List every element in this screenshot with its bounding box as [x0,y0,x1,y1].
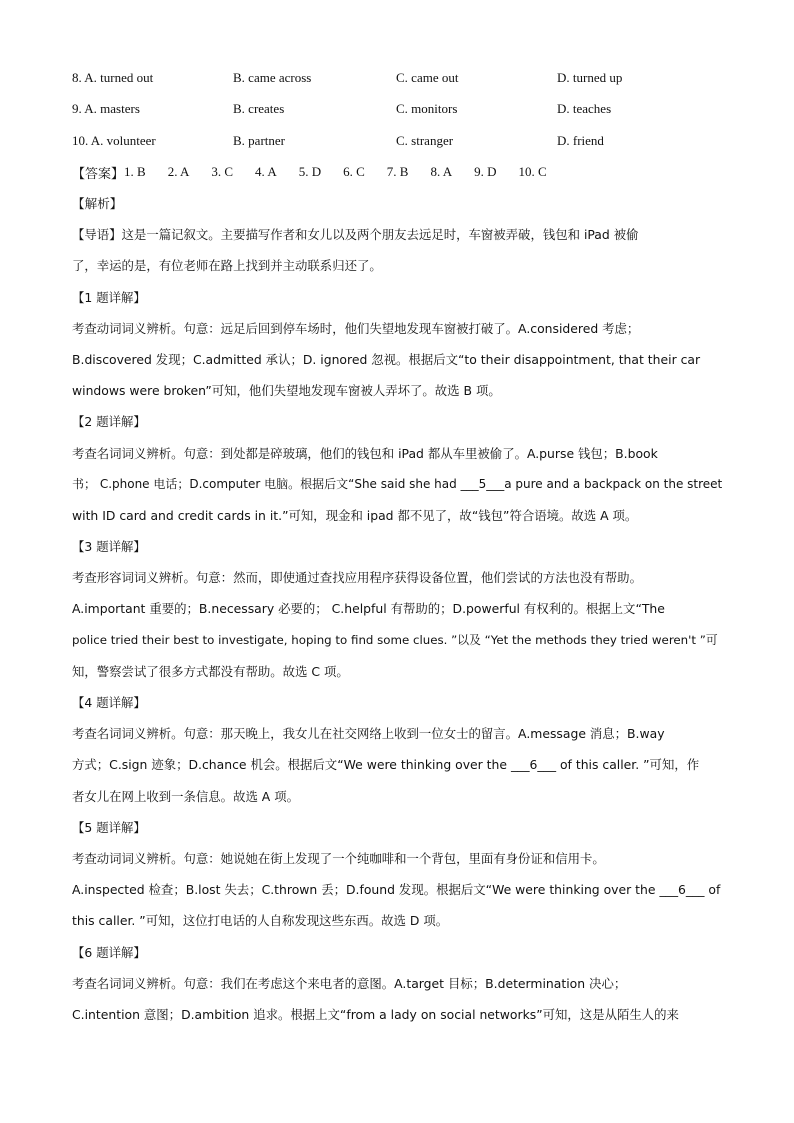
option-row-8 [72,62,722,94]
text-line: 考查名词词义辨析。句意：那天晚上，我女儿在社交网络上收到一位女士的留言。A.message 消息；B.way [72,726,665,742]
answer-item: 5. D [298,164,322,180]
option-c: C. monitors [396,101,458,117]
text-line: B.discovered 发现；C.admitted 承认；D. ignored 忽视。根据后文“to their disappointment, that their car [72,351,701,367]
answer-item: 9. D [474,164,497,180]
text-line: A.inspected 检查；B.lost 失去；C.thrown 丢；D.found 发现。根据后文“We were thinking over the ___6___ of [72,882,721,898]
text-line: windows were broken”可知，他们失望地发现车窗被人弄坏了。故选 B 项。 [72,383,501,399]
option-d: D. teaches [557,101,612,117]
section-heading: 【6 题详解】 [72,944,146,960]
text-line: 知，警察尝试了很多方式都没有帮助。故选 C 项。 [72,663,349,679]
text-line: 考查名词词义辨析。句意：我们在考虑这个来电者的意图。A.target 目标；B.determination 决心； [72,975,627,991]
text-line: 考查动词词义辨析。句意：远足后回到停车场时，他们失望地发现车窗被打破了。A.considered 考虑； [72,320,640,336]
answer-label: 【答案】 [72,166,125,182]
option-b: B. creates [233,101,285,117]
answer-item: 1. B [124,164,146,180]
option-d: D. friend [557,132,604,148]
text-line: 【导语】这是一篇记叙文。主要描写作者和女儿以及两个朋友去远足时，车窗被弄破，钱包和 iPad 被偷 [72,227,639,243]
document-page [72,62,722,1030]
option-a: 9. A. masters [72,101,140,117]
option-row-10 [72,125,722,157]
option-b: B. came across [233,69,312,85]
text-line: A.important 重要的；B.necessary 必要的； C.helpful 有帮助的；D.powerful 有权利的。根据上文“The [72,601,665,617]
answer-item: 3. C [211,164,234,180]
answer-item: 10. C [518,164,547,180]
text-line: 了，幸运的是，有位老师在路上找到并主动联系归还了。 [72,258,382,274]
option-c: C. came out [396,69,459,85]
option-a: 8. A. turned out [72,69,154,85]
option-c: C. stranger [396,132,454,148]
answer-item: 6. C [343,164,365,180]
section-heading: 【2 题详解】 [72,414,146,430]
answer-item: 2. A [167,164,190,180]
analysis-heading: 【解析】 [72,196,123,211]
text-line: 方式；C.sign 迹象；D.chance 机会。根据后文“We were thinking over the ___6___ of this caller. ”可知，作 [72,757,700,773]
section-heading: 【1 题详解】 [72,289,146,305]
analysis-body [72,219,722,1030]
text-line: 者女儿在网上收到一条信息。故选 A 项。 [72,788,299,804]
option-row-9 [72,94,722,126]
text-line: 书； C.phone 电话；D.computer 电脑。根据后文“She said she had ___5___a pure and a backpack on the street [72,476,722,491]
answer-item: 4. A [255,164,277,180]
answer-item: 8. A [430,164,453,180]
text-line: this caller. ”可知，这位打电话的人自称发现这些东西。故选 D 项。 [72,913,449,929]
text-line: police tried their best to investigate, hoping to find some clues. ”以及 “Yet the methods they tried weren't ”可 [72,632,718,647]
option-d: D. turned up [557,69,623,85]
section-heading: 【4 题详解】 [72,695,146,710]
option-b: B. partner [233,132,285,148]
section-heading: 【5 题详解】 [72,819,146,835]
text-line: 考查形容词词义辨析。句意：然而，即使通过查找应用程序获得设备位置，他们尝试的方法也没有帮助。 [72,570,642,586]
answer-item: 7. B [386,164,409,180]
section-heading: 【3 题详解】 [72,539,146,555]
text-line: with ID card and credit cards in it.”可知，现金和 ipad 都不见了，故“钱包”符合语境。故选 A 项。 [72,507,638,523]
text-line: C.intention 意图；D.ambition 追求。根据上文“from a lady on social networks”可知，这是从陌生人的来 [72,1006,679,1022]
answer-row [72,157,722,189]
text-line: 考查动词词义辨析。句意：她说她在街上发现了一个纯咖啡和一个背包，里面有身份证和信用卡。 [72,850,605,866]
option-a: 10. A. volunteer [72,132,156,148]
text-line: 考查名词词义辨析。句意：到处都是碎玻璃，他们的钱包和 iPad 都从车里被偷了。A.purse 钱包；B.book [72,445,658,461]
